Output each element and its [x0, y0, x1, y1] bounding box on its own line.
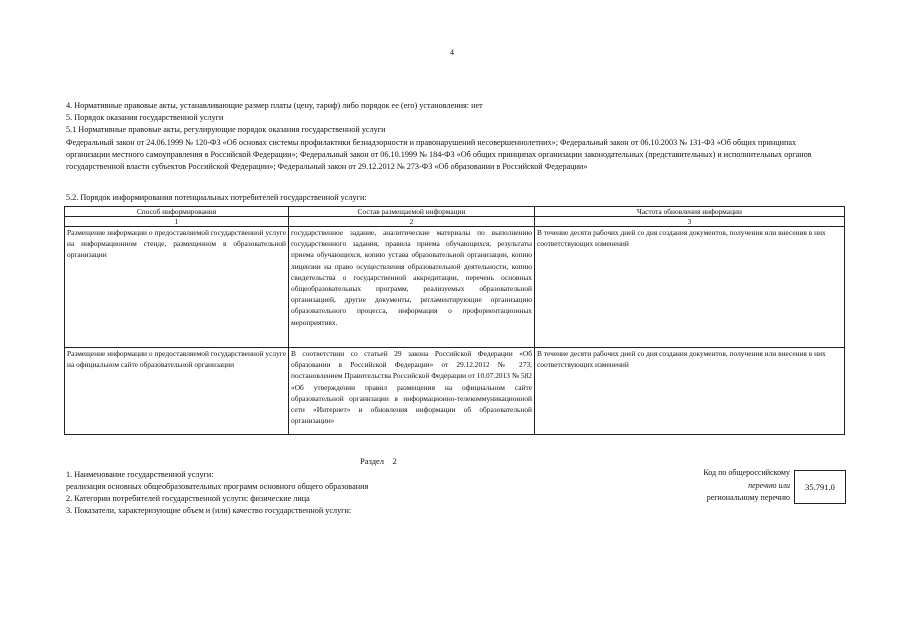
- column-number: 2: [289, 217, 535, 227]
- column-number: 1: [65, 217, 289, 227]
- service-name-value: реализация основных общеобразовательных программ основного общего образования: [66, 482, 369, 491]
- procedure-heading: 5. Порядок оказания государственной услуги: [66, 113, 224, 122]
- frequency-cell: В течение десяти рабочих дней со дня создания документов, получения или внесения в них соответствующих изменений: [535, 227, 845, 348]
- table-row: [65, 227, 845, 348]
- code-label-line2: перечню или: [748, 481, 790, 490]
- regulatory-acts-heading: 5.1 Нормативные правовые акты, регулирующие порядок оказания государственной услуги: [66, 125, 386, 134]
- column-header-method: Способ информирования: [65, 207, 289, 217]
- informing-heading: 5.2. Порядок информирования потенциальных потребителей государственной услуги:: [66, 193, 367, 202]
- column-header-content: Состав размещаемой информации: [289, 207, 535, 217]
- consumer-categories: 2. Категории потребителей государственной услуги: физические лица: [66, 494, 310, 503]
- service-name-label: 1. Наименование государственной услуги:: [66, 470, 214, 479]
- column-header-frequency: Частота обновления информации: [535, 207, 845, 217]
- table-header-row: [65, 207, 845, 217]
- code-label-line3: региональному перечню: [706, 493, 790, 502]
- page-number: 4: [450, 48, 454, 57]
- informing-table: [64, 206, 845, 435]
- table-number-row: [65, 217, 845, 227]
- section-title: Раздел 2: [360, 456, 397, 466]
- content-cell: В соответствии со статьей 29 закона Российской Федерации «Об образовании в Российской Федерации» от 29.12.2012 № 273, постановлением Правительства Российской Федерации от 10.07.2013 № 582 «Об утверждении правил размещения на официальном сайте образовательной организации в информационно-телекоммуникационной сети «Интернет» и обновления информации об образовательной организации»: [289, 348, 535, 435]
- frequency-cell: В течение десяти рабочих дней со дня создания документов, получения или внесения в них соответствующих изменений: [535, 348, 845, 435]
- method-cell: Размещение информации о предоставляемой государственной услуге на официальном сайте образовательной организации: [65, 348, 289, 435]
- content-cell: государственное задание, аналитические материалы по выполнению государственного задания, правила приема обучающихся, результаты приема обучающихся, копию устава образовательной организации, копию лицензии на право осуществления образовательной деятельности, копию свидетельства о государственной аккредитации, перечень основных общеобразовательных программ, реализуемых образовательной организацией, другие документы, регламентирующие организацию образовательного процесса, информация о профориентационных мероприятиях.: [289, 227, 535, 348]
- payment-acts-line: 4. Нормативные правовые акты, устанавливающие размер платы (цену, тариф) либо порядок ее (его) установления: нет: [66, 101, 483, 110]
- indicators-heading: 3. Показатели, характеризующие объем и (или) качество государственной услуги:: [66, 506, 352, 515]
- code-label-line1: Код по общероссийскому: [703, 468, 790, 477]
- method-cell: Размещение информации о предоставляемой государственной услуге на информационном стенде, размещенном в образовательной организации: [65, 227, 289, 348]
- table-row: [65, 348, 845, 435]
- column-number: 3: [535, 217, 845, 227]
- registry-code-box: 35.791.0: [794, 470, 846, 504]
- federal-laws-paragraph: Федеральный закон от 24.06.1999 № 120-ФЗ «Об основах системы профилактики безнадзорности и правонарушений несовершеннолетних»; Федеральный закон от 06.10.2003 № 131-ФЗ «Об общих принципах организации местного самоуправления в Российской Федерации»; Федеральный закон от 06.10.1999 № 184-ФЗ «Об общих принципах организации законодательных (представительных) и исполнительных органов государственной власти субъектов Российской Федерации»; Федеральный закон от 29.12.2012 № 273-ФЗ «Об образовании в Российской Федерации»: [66, 138, 812, 171]
